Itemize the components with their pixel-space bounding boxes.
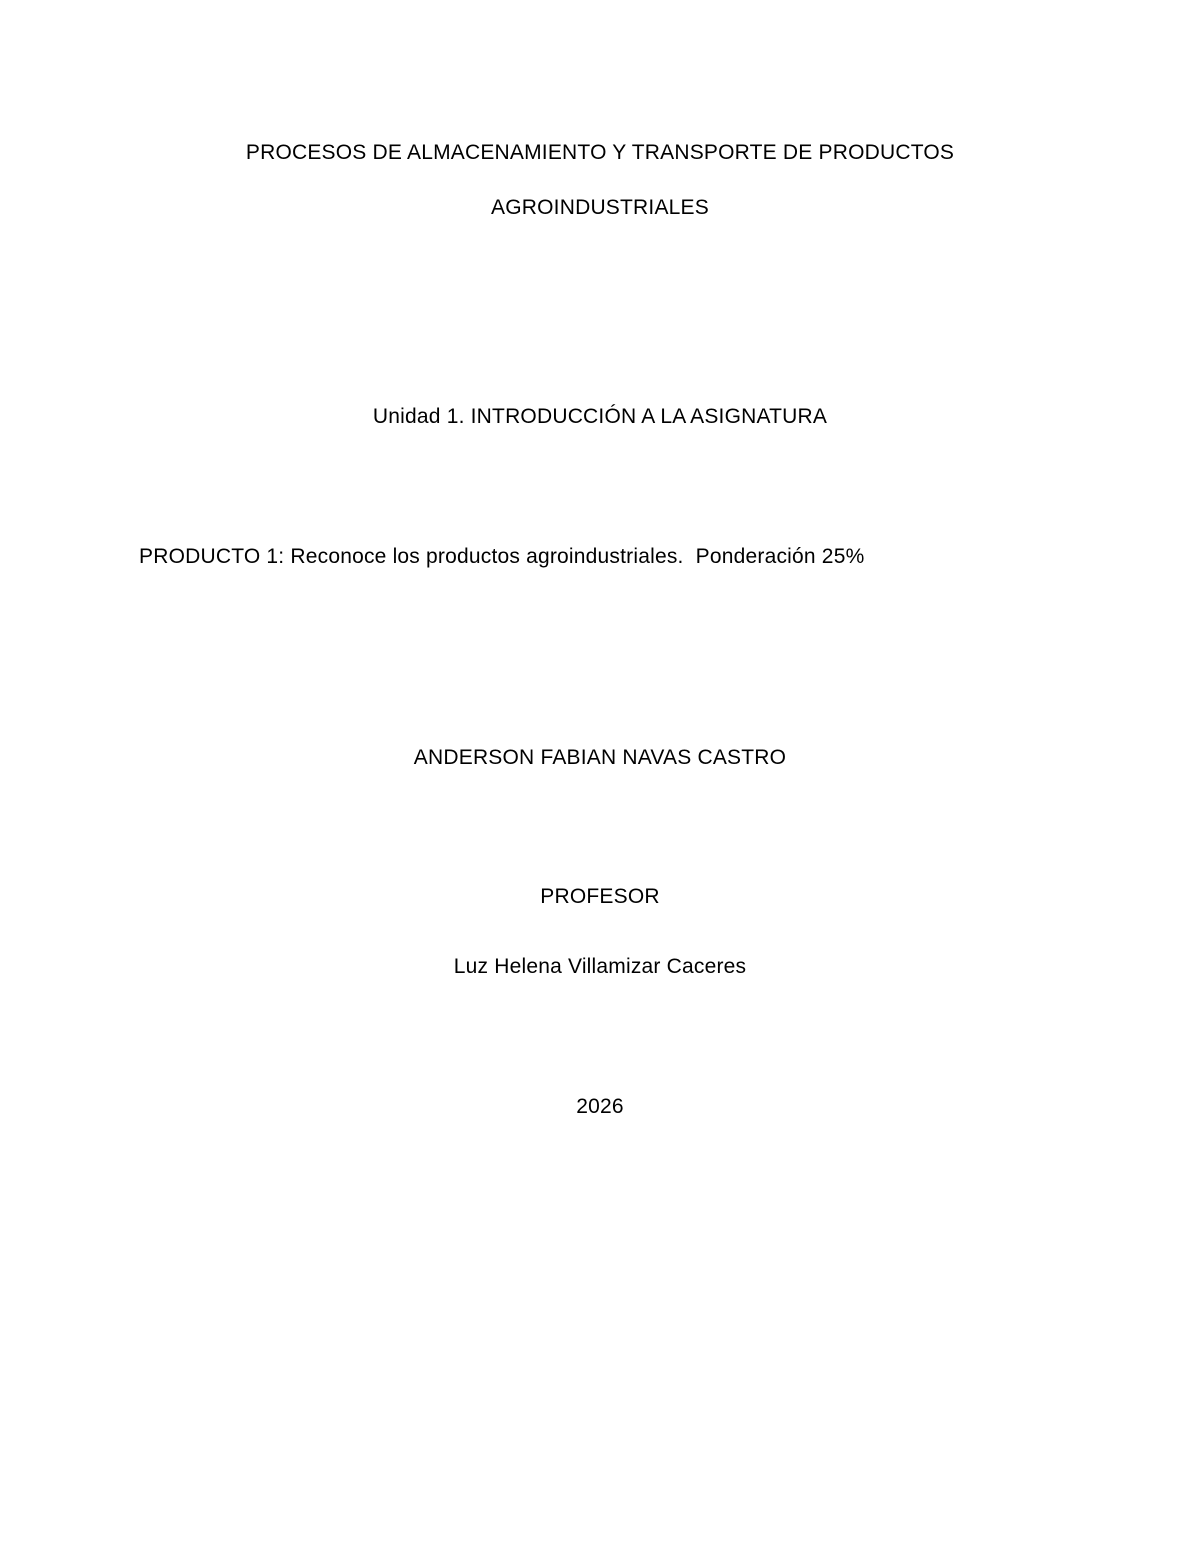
student-name: ANDERSON FABIAN NAVAS CASTRO bbox=[413, 746, 787, 769]
year: 2026 bbox=[576, 1095, 624, 1118]
unit-heading: Unidad 1. INTRODUCCIÓN A LA ASIGNATURA bbox=[372, 405, 828, 428]
professor-label: PROFESOR bbox=[540, 885, 660, 908]
title-line-2: AGROINDUSTRIALES bbox=[491, 196, 709, 219]
product-line: PRODUCTO 1: Reconoce los productos agroindustriales. Ponderación 25% bbox=[139, 545, 865, 568]
professor-name: Luz Helena Villamizar Caceres bbox=[453, 955, 747, 978]
title-line-1: PROCESOS DE ALMACENAMIENTO Y TRANSPORTE DE PRODUCTOS bbox=[245, 141, 955, 164]
